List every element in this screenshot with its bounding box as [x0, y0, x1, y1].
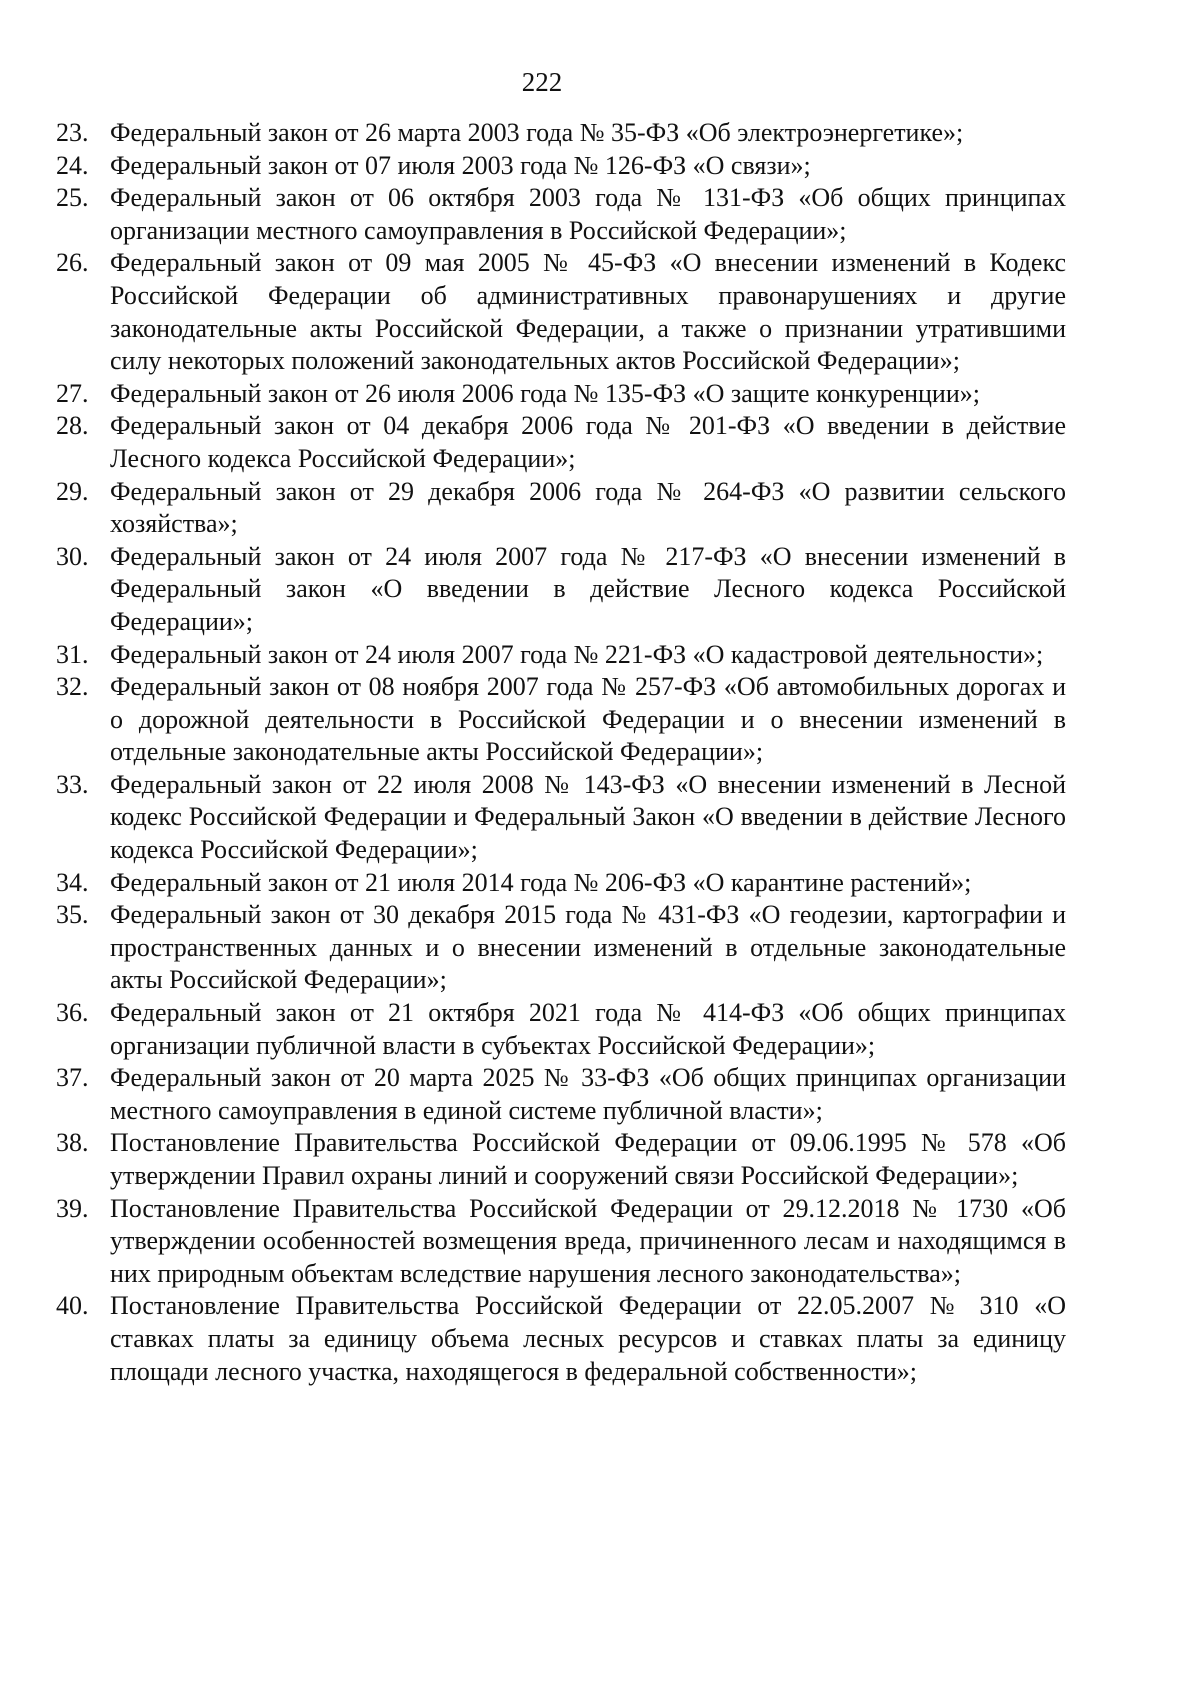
legal-references-list: [56, 117, 1066, 1388]
list-item-number: 27.: [56, 378, 89, 408]
list-item-text: Постановление Правительства Российской Федерации от 29.12.2018 № 1730 «Об утверждении особенностей возмещения вреда, причиненного лесам и находящимся в них природным объектам вследствие нарушения лесного законодательства»;: [110, 1193, 1066, 1288]
list-item-text: Федеральный закон от 21 октября 2021 года № 414-ФЗ «Об общих принципах организации публичной власти в субъектах Российской Федерации»;: [110, 998, 1066, 1060]
list-item-text: Федеральный закон от 06 октября 2003 года № 131-ФЗ «Об общих принципах организации местного самоуправления в Российской Федерации»;: [110, 183, 1066, 245]
list-item-number: 32.: [56, 672, 89, 702]
list-item: [56, 671, 1066, 769]
list-item-text: Федеральный закон от 04 декабря 2006 года № 201-ФЗ «О введении в действие Лесного кодекса Российской Федерации»;: [110, 411, 1066, 473]
list-item-text: Федеральный закон от 26 июля 2006 года № 135-ФЗ «О защите конкуренции»;: [110, 378, 980, 408]
list-item-text: Федеральный закон от 30 декабря 2015 года № 431-ФЗ «О геодезии, картографии и пространственных данных и о внесении изменений в отдельные законодательные акты Российской Федерации»;: [110, 900, 1066, 995]
list-item-number: 36.: [56, 998, 89, 1028]
list-item-text: Федеральный закон от 07 июля 2003 года № 126-ФЗ «О связи»;: [110, 150, 811, 180]
list-item-text: Федеральный закон от 08 ноября 2007 года № 257-ФЗ «Об автомобильных дорогах и о дорожной деятельности в Российской Федерации и о внесении изменений в отдельные законодательные акты Российской Федерации»;: [110, 672, 1066, 767]
list-item: [56, 410, 1066, 475]
list-item-number: 25.: [56, 183, 89, 213]
list-item: [56, 997, 1066, 1062]
list-item-text: Федеральный закон от 29 декабря 2006 года № 264-ФЗ «О развитии сельского хозяйства»;: [110, 476, 1066, 539]
list-item: [56, 1193, 1066, 1291]
list-item-number: 35.: [56, 900, 89, 930]
list-item-number: 33.: [56, 769, 89, 799]
list-item: [56, 476, 1066, 541]
list-item-text: Федеральный закон от 09 мая 2005 № 45-ФЗ «О внесении изменений в Кодекс Российской Федерации об административных правонарушениях и другие законодательные акты Российской Федерации, а также о признании утратившими силу некоторых положений законодательных актов Российской Федерации»;: [110, 248, 1066, 376]
list-item: [56, 247, 1066, 377]
list-item-text: Федеральный закон от 22 июля 2008 № 143-ФЗ «О внесении изменений в Лесной кодекс Российской Федерации и Федеральный Закон «О введении в действие Лесного кодекса Российской Федерации»;: [110, 769, 1066, 865]
list-item: [56, 1290, 1066, 1388]
list-item-number: 38.: [56, 1128, 89, 1158]
list-item-text: Постановление Правительства Российской Федерации от 09.06.1995 № 578 «Об утверждении Правил охраны линий и сооружений связи Российской Федерации»;: [110, 1128, 1066, 1190]
list-item: [56, 378, 1066, 411]
list-item: [56, 1127, 1066, 1192]
list-item-text: Федеральный закон от 20 марта 2025 № 33-ФЗ «Об общих принципах организации местного самоуправления в единой системе публичной власти»;: [110, 1063, 1066, 1125]
list-item: [56, 867, 1066, 900]
page-number: 222: [521, 67, 563, 97]
list-item-number: 30.: [56, 541, 89, 571]
list-item: [56, 639, 1066, 672]
list-item-number: 29.: [56, 476, 89, 506]
list-item-number: 26.: [56, 248, 89, 278]
list-item: [56, 182, 1066, 247]
list-item-number: 28.: [56, 411, 89, 441]
list-item-number: 34.: [56, 867, 89, 897]
list-item-number: 37.: [56, 1063, 89, 1093]
list-item-text: Федеральный закон от 26 марта 2003 года № 35-ФЗ «Об электроэнергетике»;: [110, 118, 964, 147]
list-item: [56, 899, 1066, 997]
list-item-text: Федеральный закон от 24 июля 2007 года № 217-ФЗ «О внесении изменений в Федеральный закон «О введении в действие Лесного кодекса Российской Федерации»;: [110, 541, 1066, 636]
list-item: [56, 1062, 1066, 1127]
list-item: [56, 769, 1066, 867]
list-item-number: 39.: [56, 1193, 89, 1223]
list-item-text: Постановление Правительства Российской Федерации от 22.05.2007 № 310 «О ставках платы за единицу объема лесных ресурсов и ставках платы за единицу площади лесного участка, находящегося в федеральной собственности»;: [110, 1291, 1066, 1386]
list-item-text: Федеральный закон от 21 июля 2014 года № 206-ФЗ «О карантине растений»;: [110, 867, 972, 897]
list-item-text: Федеральный закон от 24 июля 2007 года № 221-ФЗ «О кадастровой деятельности»;: [110, 639, 1044, 669]
list-item-number: 24.: [56, 150, 89, 180]
list-item: [56, 541, 1066, 639]
list-item-number: 31.: [56, 639, 89, 669]
list-item: [56, 117, 1066, 150]
list-item: [56, 150, 1066, 183]
list-item-number: 23.: [56, 118, 89, 147]
list-item-number: 40.: [56, 1291, 89, 1321]
